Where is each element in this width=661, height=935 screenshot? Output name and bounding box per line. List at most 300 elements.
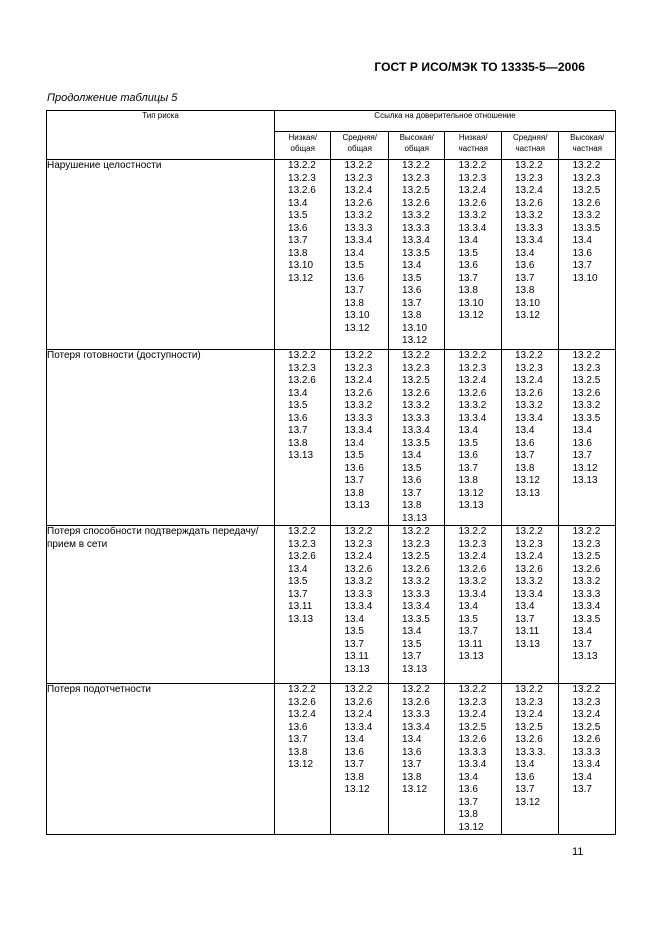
clause-ref: 13.5 xyxy=(344,450,364,461)
clause-ref: 13.7 xyxy=(344,285,364,296)
clause-ref: 13.3.3. xyxy=(514,746,546,758)
clause-ref: 13.6 xyxy=(288,721,308,733)
clause-ref: 13.4 xyxy=(288,197,308,209)
reference-cell xyxy=(331,526,389,684)
clause-ref: 13.3.2 xyxy=(402,400,430,411)
clause-ref: 13.2.4 xyxy=(288,709,316,720)
reference-cell xyxy=(275,526,331,684)
clause-ref: 13.13 xyxy=(514,638,540,650)
reference-cell xyxy=(275,160,331,350)
clause-ref: 13.4 xyxy=(572,626,592,637)
table-row xyxy=(47,684,616,835)
clause-ref: 13.4 xyxy=(288,563,308,575)
clause-ref: 13.7 xyxy=(514,613,535,625)
clause-ref: 13.6 xyxy=(402,475,422,486)
reference-cell xyxy=(389,526,445,684)
clause-ref: 13.4 xyxy=(514,759,535,770)
clause-ref: 13.2.2 xyxy=(514,684,543,695)
clause-ref: 13.3.2 xyxy=(344,210,373,221)
clause-ref: 13.7 xyxy=(572,784,592,795)
clause-ref: 13.13 xyxy=(458,651,484,662)
clause-ref: 13.3.2 xyxy=(514,210,543,221)
clause-ref: 13.3.5 xyxy=(572,412,601,424)
clause-ref: 13.10 xyxy=(402,322,428,334)
clause-ref: 13.2.6 xyxy=(458,563,487,575)
clause-ref: 13.6 xyxy=(344,272,364,284)
clause-ref: 13.2.6 xyxy=(288,551,316,562)
clause-ref: 13.2.3 xyxy=(514,538,543,550)
clause-ref: 13.2.3 xyxy=(402,538,430,550)
clause-ref: 13.10 xyxy=(288,260,314,271)
clause-ref: 13.2.6 xyxy=(288,375,316,386)
clause-ref: 13.6 xyxy=(288,222,308,234)
clause-ref: 13.3.3 xyxy=(402,709,430,720)
clause-ref: 13.2.2 xyxy=(572,684,601,695)
clause-ref: 13.5 xyxy=(402,462,422,474)
clause-ref: 13.7 xyxy=(458,626,478,637)
reference-cell xyxy=(331,684,389,835)
clause-ref: 13.2.2 xyxy=(458,684,487,695)
clause-ref: 13.2.6 xyxy=(458,197,487,209)
clause-ref: 13.5 xyxy=(402,272,422,284)
clause-ref: 13.4 xyxy=(572,771,592,783)
clause-ref: 13.6 xyxy=(514,437,535,449)
clause-ref: 13.12 xyxy=(458,821,484,833)
clause-ref: 13.2.5 xyxy=(514,721,543,733)
clause-ref: 13.2.2 xyxy=(402,526,430,537)
clause-ref: 13.8 xyxy=(288,437,308,449)
clause-ref: 13.5 xyxy=(458,247,478,259)
clause-ref: 13.6 xyxy=(344,746,364,758)
clause-ref: 13.2.2 xyxy=(514,350,543,361)
risk-type-header: Тип риска xyxy=(47,111,275,160)
clause-ref: 13.7 xyxy=(288,235,308,246)
clause-ref: 13.2.2 xyxy=(288,350,316,361)
clause-ref: 13.2.3 xyxy=(458,538,487,550)
clause-ref: 13.13 xyxy=(572,651,598,662)
clause-ref: 13.2.2 xyxy=(572,350,601,361)
clause-ref: 13.2.3 xyxy=(344,362,373,374)
clause-ref: 13.6 xyxy=(402,285,422,296)
clause-ref: 13.2.3 xyxy=(572,538,601,550)
reference-cell xyxy=(559,350,616,526)
clause-ref: 13.2.6 xyxy=(344,696,373,708)
clause-ref: 13.2.3 xyxy=(288,362,316,374)
clause-ref: 13.3.2 xyxy=(344,400,373,411)
reference-cell xyxy=(389,350,445,526)
clause-ref: 13.3.3 xyxy=(458,746,487,758)
clause-ref: 13.3.3 xyxy=(402,222,430,234)
clause-ref: 13.12 xyxy=(344,322,370,334)
clause-ref: 13.2.5 xyxy=(572,185,601,196)
clause-ref: 13.5 xyxy=(402,638,422,650)
reference-cell xyxy=(331,160,389,350)
risk-reference-table xyxy=(46,110,616,835)
clause-ref: 13.12 xyxy=(288,272,314,284)
clause-ref: 13.4 xyxy=(402,734,422,745)
clause-ref: 13.3.5 xyxy=(402,247,430,259)
clause-ref: 13.2.6 xyxy=(572,387,601,399)
clause-ref: 13.2.3 xyxy=(458,696,487,708)
clause-ref: 13.2.4 xyxy=(514,551,543,562)
reference-cell xyxy=(275,350,331,526)
clause-ref: 13.3.5 xyxy=(402,613,430,625)
clause-ref: 13.13 xyxy=(572,475,598,486)
clause-ref: 13.2.6 xyxy=(344,563,373,575)
reference-cell xyxy=(389,160,445,350)
clause-ref: 13.4 xyxy=(344,734,364,745)
clause-ref: 13.2.5 xyxy=(402,185,430,196)
clause-ref: 13.2.2 xyxy=(572,526,601,537)
clause-ref: 13.2.3 xyxy=(514,362,543,374)
clause-ref: 13.2.4 xyxy=(514,375,543,386)
table-caption: Продолжение таблицы 5 xyxy=(47,92,178,104)
clause-ref: 13.2.4 xyxy=(458,551,487,562)
clause-ref: 13.8 xyxy=(288,247,308,259)
clause-ref: 13.7 xyxy=(514,450,535,461)
clause-ref: 13.2.5 xyxy=(402,551,430,562)
clause-ref: 13.2.2 xyxy=(514,160,543,171)
reference-cell xyxy=(275,684,331,835)
clause-ref: 13.5 xyxy=(344,260,364,271)
clause-ref: 13.3.4 xyxy=(458,759,487,770)
clause-ref: 13.3.4 xyxy=(514,235,543,246)
clause-ref: 13.3.2 xyxy=(402,576,430,587)
clause-ref: 13.7 xyxy=(572,260,592,271)
clause-ref: 13.7 xyxy=(288,425,308,436)
clause-ref: 13.2.4 xyxy=(344,185,373,196)
clause-ref: 13.2.6 xyxy=(458,387,487,399)
clause-ref: 13.3.4 xyxy=(514,588,543,600)
table-row xyxy=(47,160,616,350)
clause-ref: 13.12 xyxy=(402,784,428,795)
clause-ref: 13.2.3 xyxy=(572,362,601,374)
clause-ref: 13.2.4 xyxy=(514,185,543,196)
reference-cell xyxy=(501,160,559,350)
reference-cell xyxy=(445,684,501,835)
clause-ref: 13.2.3 xyxy=(572,172,601,184)
clause-ref: 13.2.3 xyxy=(344,172,373,184)
clause-ref: 13.8 xyxy=(402,310,422,321)
reference-cell xyxy=(501,684,559,835)
clause-ref: 13.3.5 xyxy=(572,222,601,234)
clause-ref: 13.12 xyxy=(344,784,370,795)
clause-ref: 13.2.2 xyxy=(288,684,316,695)
clause-ref: 13.6 xyxy=(288,412,308,424)
clause-ref: 13.12 xyxy=(514,475,540,486)
clause-ref: 13.3.3 xyxy=(402,588,430,600)
clause-ref: 13.7 xyxy=(402,759,422,770)
clause-ref: 13.11 xyxy=(288,601,313,612)
clause-ref: 13.13 xyxy=(514,487,540,499)
clause-ref: 13.3.4 xyxy=(458,222,487,234)
table-row xyxy=(47,350,616,526)
clause-ref: 13.13 xyxy=(402,663,428,675)
clause-ref: 13.3.2 xyxy=(514,400,543,411)
clause-ref: 13.4 xyxy=(402,450,422,461)
clause-ref: 13.12 xyxy=(514,796,540,808)
clause-ref: 13.5 xyxy=(288,210,308,221)
clause-ref: 13.4 xyxy=(572,425,592,436)
clause-ref: 13.2.2 xyxy=(458,350,487,361)
clause-ref: 13.12 xyxy=(288,759,314,770)
clause-ref: 13.2.5 xyxy=(572,375,601,386)
clause-ref: 13.3.4 xyxy=(458,588,487,600)
clause-ref: 13.8 xyxy=(458,285,478,296)
clause-ref: 13.2.2 xyxy=(288,160,316,171)
clause-ref: 13.8 xyxy=(344,297,364,309)
clause-ref: 13.2.2 xyxy=(572,160,601,171)
clause-ref: 13.2.6 xyxy=(572,563,601,575)
clause-ref: 13.2.6 xyxy=(344,387,373,399)
clause-ref: 13.4 xyxy=(458,601,478,612)
clause-ref: 13.10 xyxy=(572,272,598,284)
clause-ref: 13.3.3 xyxy=(572,746,601,758)
clause-ref: 13.7 xyxy=(402,651,422,662)
reference-cell xyxy=(501,350,559,526)
clause-ref: 13.7 xyxy=(402,487,422,499)
clause-ref: 13.11 xyxy=(458,638,483,650)
clause-ref: 13.6 xyxy=(514,771,535,783)
clause-ref: 13.2.2 xyxy=(402,684,430,695)
clause-ref: 13.2.4 xyxy=(458,185,487,196)
clause-ref: 13.7 xyxy=(344,759,364,770)
clause-ref: 13.2.6 xyxy=(402,563,430,575)
clause-ref: 13.4 xyxy=(514,601,535,612)
level-header: Низкая/ частная xyxy=(445,132,501,160)
clause-ref: 13.7 xyxy=(288,734,308,745)
clause-ref: 13.4 xyxy=(402,626,422,637)
clause-ref: 13.2.3 xyxy=(402,172,430,184)
clause-ref: 13.3.2 xyxy=(458,576,487,587)
reference-cell xyxy=(445,526,501,684)
clause-ref: 13.5 xyxy=(288,400,308,411)
clause-ref: 13.12 xyxy=(402,335,428,346)
clause-ref: 13.2.4 xyxy=(514,709,543,720)
clause-ref: 13.6 xyxy=(458,260,478,271)
clause-ref: 13.6 xyxy=(514,260,535,271)
clause-ref: 13.7 xyxy=(402,297,422,309)
clause-ref: 13.2.6 xyxy=(458,734,487,745)
clause-ref: 13.6 xyxy=(458,784,478,795)
clause-ref: 13.2.3 xyxy=(514,696,543,708)
clause-ref: 13.2.4 xyxy=(344,551,373,562)
reference-cell xyxy=(389,684,445,835)
clause-ref: 13.7 xyxy=(458,462,478,474)
clause-ref: 13.2.3 xyxy=(288,172,316,184)
clause-ref: 13.2.2 xyxy=(514,526,543,537)
clause-ref: 13.2.2 xyxy=(402,350,430,361)
clause-ref: 13.3.4 xyxy=(402,425,430,436)
clause-ref: 13.4 xyxy=(458,771,478,783)
clause-ref: 13.2.2 xyxy=(458,526,487,537)
clause-ref: 13.2.6 xyxy=(514,197,543,209)
risk-type-cell: Потеря способности подтверждать передачу/прием в сети xyxy=(47,526,275,684)
clause-ref: 13.6 xyxy=(572,247,592,259)
clause-ref: 13.12 xyxy=(514,310,540,321)
clause-ref: 13.8 xyxy=(344,487,364,499)
clause-ref: 13.8 xyxy=(402,500,422,511)
clause-ref: 13.3.4 xyxy=(344,425,373,436)
clause-ref: 13.3.4 xyxy=(572,601,601,612)
clause-ref: 13.6 xyxy=(572,437,592,449)
clause-ref: 13.5 xyxy=(458,437,478,449)
clause-ref: 13.2.4 xyxy=(344,709,373,720)
document-header: ГОСТ Р ИСО/МЭК ТО 13335-5—2006 xyxy=(374,60,585,74)
clause-ref: 13.11 xyxy=(514,626,540,637)
clause-ref: 13.3.4 xyxy=(402,235,430,246)
clause-ref: 13.7 xyxy=(514,784,535,795)
reference-cell xyxy=(445,160,501,350)
clause-ref: 13.2.3 xyxy=(572,696,601,708)
clause-ref: 13.3.2 xyxy=(572,210,601,221)
clause-ref: 13.2.6 xyxy=(572,197,601,209)
clause-ref: 13.5 xyxy=(458,613,478,625)
level-header: Высокая/ общая xyxy=(389,132,445,160)
clause-ref: 13.4 xyxy=(514,425,535,436)
clause-ref: 13.4 xyxy=(402,260,422,271)
clause-ref: 13.13 xyxy=(402,512,428,524)
clause-ref: 13.3.4 xyxy=(344,235,373,246)
clause-ref: 13.7 xyxy=(514,272,535,284)
clause-ref: 13.13 xyxy=(344,663,370,675)
clause-ref: 13.3.3 xyxy=(572,588,601,600)
clause-ref: 13.3.3 xyxy=(514,222,543,234)
clause-ref: 13.4 xyxy=(288,387,308,399)
clause-ref: 13.8 xyxy=(402,771,422,783)
clause-ref: 13.2.5 xyxy=(458,721,487,733)
clause-ref: 13.2.2 xyxy=(344,526,373,537)
reference-cell xyxy=(559,160,616,350)
clause-ref: 13.4 xyxy=(514,247,535,259)
level-header: Средняя/ общая xyxy=(331,132,389,160)
clause-ref: 13.2.4 xyxy=(344,375,373,386)
clause-ref: 13.2.4 xyxy=(572,709,601,720)
clause-ref: 13.2.4 xyxy=(458,709,487,720)
clause-ref: 13.7 xyxy=(572,638,592,650)
level-header: Низкая/ общая xyxy=(275,132,331,160)
clause-ref: 13.4 xyxy=(344,247,364,259)
clause-ref: 13.7 xyxy=(458,272,478,284)
clause-ref: 13.2.5 xyxy=(402,375,430,386)
clause-ref: 13.8 xyxy=(514,462,535,474)
clause-ref: 13.3.4 xyxy=(458,412,487,424)
clause-ref: 13.3.5 xyxy=(572,613,601,625)
clause-ref: 13.6 xyxy=(344,462,364,474)
clause-ref: 13.2.6 xyxy=(514,563,543,575)
clause-ref: 13.3.3 xyxy=(402,412,430,424)
clause-ref: 13.2.3 xyxy=(402,362,430,374)
clause-ref: 13.13 xyxy=(288,613,314,625)
clause-ref: 13.3.3 xyxy=(344,412,373,424)
clause-ref: 13.6 xyxy=(402,746,422,758)
clause-ref: 13.4 xyxy=(458,425,478,436)
clause-ref: 13.11 xyxy=(344,651,369,662)
clause-ref: 13.3.2 xyxy=(458,400,487,411)
clause-ref: 13.3.4 xyxy=(402,721,430,733)
clause-ref: 13.10 xyxy=(514,297,540,309)
clause-ref: 13.2.6 xyxy=(402,387,430,399)
clause-ref: 13.13 xyxy=(458,500,484,511)
clause-ref: 13.2.6 xyxy=(572,734,601,745)
risk-type-cell: Нарушение целостности xyxy=(47,160,275,350)
clause-ref: 13.3.2 xyxy=(402,210,430,221)
clause-ref: 13.2.6 xyxy=(514,734,543,745)
clause-ref: 13.7 xyxy=(344,638,364,650)
clause-ref: 13.3.2 xyxy=(344,576,373,587)
clause-ref: 13.2.6 xyxy=(344,197,373,209)
clause-ref: 13.3.3 xyxy=(344,222,373,234)
clause-ref: 13.7 xyxy=(572,450,592,461)
clause-ref: 13.2.3 xyxy=(344,538,373,550)
clause-ref: 13.2.2 xyxy=(458,160,487,171)
clause-ref: 13.8 xyxy=(514,285,535,296)
clause-ref: 13.4 xyxy=(344,437,364,449)
clause-ref: 13.8 xyxy=(458,475,478,486)
clause-ref: 13.12 xyxy=(458,487,484,499)
clause-ref: 13.4 xyxy=(344,613,364,625)
clause-ref: 13.4 xyxy=(458,235,478,246)
clause-ref: 13.12 xyxy=(572,462,598,474)
clause-ref: 13.8 xyxy=(288,746,308,758)
clause-ref: 13.2.3 xyxy=(514,172,543,184)
clause-ref: 13.2.6 xyxy=(402,197,430,209)
clause-ref: 13.3.5 xyxy=(402,437,430,449)
level-header: Высокая/ частная xyxy=(559,132,616,160)
risk-type-cell: Потеря готовности (доступности) xyxy=(47,350,275,526)
clause-ref: 13.3.2 xyxy=(514,576,543,587)
clause-ref: 13.4 xyxy=(572,235,592,246)
clause-ref: 13.13 xyxy=(344,500,370,511)
clause-ref: 13.6 xyxy=(458,450,478,461)
clause-ref: 13.2.5 xyxy=(572,551,601,562)
reference-cell xyxy=(559,526,616,684)
clause-ref: 13.3.2 xyxy=(572,400,601,411)
clause-ref: 13.2.6 xyxy=(402,696,430,708)
clause-ref: 13.7 xyxy=(344,475,364,486)
page-number: 11 xyxy=(572,846,584,858)
clause-ref: 13.8 xyxy=(458,809,478,820)
clause-ref: 13.12 xyxy=(458,310,484,321)
reference-cell xyxy=(445,350,501,526)
reference-cell xyxy=(559,684,616,835)
clause-ref: 13.2.3 xyxy=(458,362,487,374)
clause-ref: 13.3.4 xyxy=(344,601,373,612)
clause-ref: 13.7 xyxy=(458,796,478,808)
clause-ref: 13.2.2 xyxy=(344,684,373,695)
clause-ref: 13.2.2 xyxy=(344,160,373,171)
clause-ref: 13.2.3 xyxy=(288,538,316,550)
clause-ref: 13.2.6 xyxy=(288,185,316,196)
reference-cell xyxy=(331,350,389,526)
risk-type-cell: Потеря подотчетности xyxy=(47,684,275,835)
clause-ref: 13.8 xyxy=(344,771,364,783)
clause-ref: 13.2.6 xyxy=(514,387,543,399)
clause-ref: 13.13 xyxy=(288,450,314,461)
level-header: Средняя/ частная xyxy=(501,132,559,160)
clause-ref: 13.10 xyxy=(458,297,484,309)
clause-ref: 13.3.4 xyxy=(344,721,373,733)
clause-ref: 13.2.2 xyxy=(288,526,316,537)
clause-ref: 13.3.4 xyxy=(402,601,430,612)
reference-cell xyxy=(501,526,559,684)
clause-ref: 13.3.3 xyxy=(344,588,373,600)
clause-ref: 13.3.2 xyxy=(458,210,487,221)
clause-ref: 13.5 xyxy=(288,576,308,587)
clause-ref: 13.2.3 xyxy=(458,172,487,184)
trust-reference-header: Ссылка на доверительное отношение xyxy=(275,111,616,132)
clause-ref: 13.5 xyxy=(344,626,364,637)
